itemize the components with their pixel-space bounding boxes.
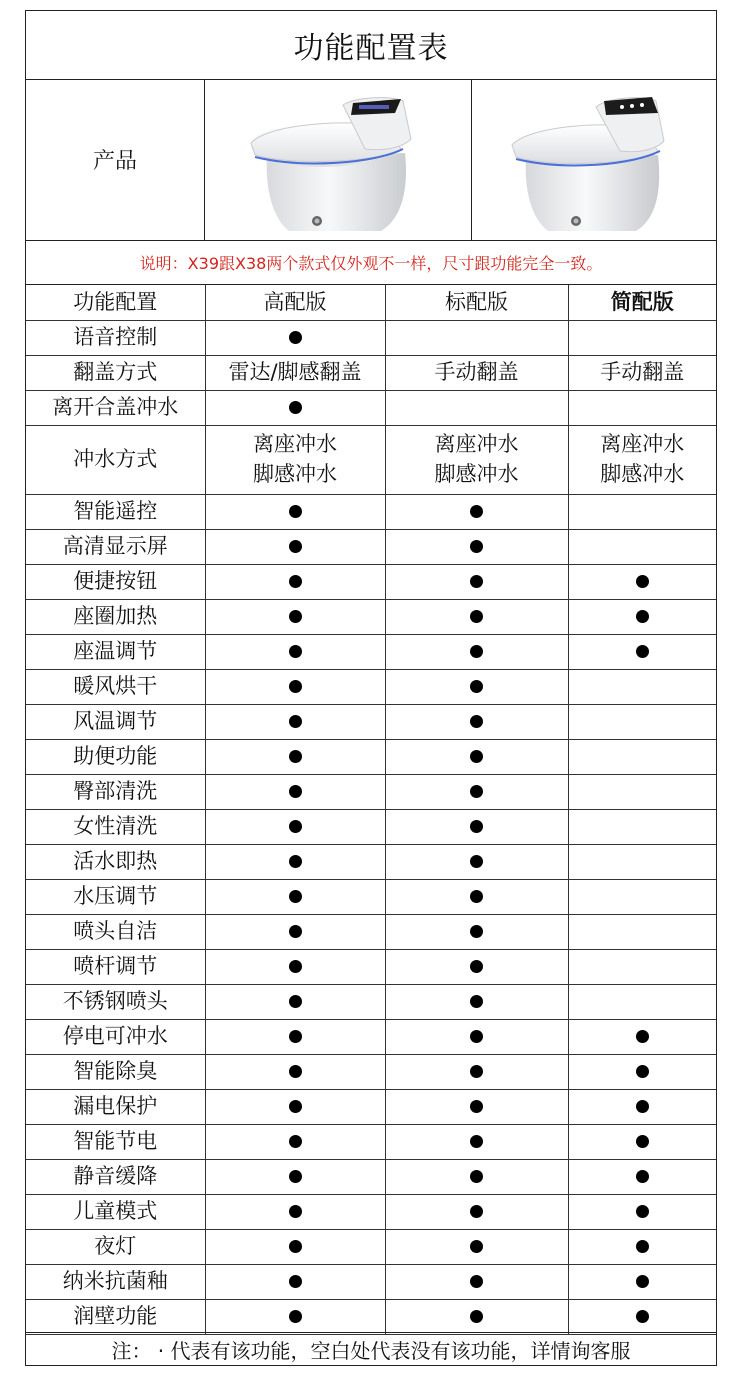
feature-name: 喷杆调节 [26, 949, 205, 984]
table-row [26, 809, 716, 844]
filled-dot-icon [470, 1030, 483, 1043]
feature-mark-standard [385, 984, 568, 1019]
table-row [26, 1124, 716, 1159]
filled-dot-icon [470, 1205, 483, 1218]
filled-dot-icon [470, 1135, 483, 1148]
filled-dot-icon [289, 1135, 302, 1148]
filled-dot-icon [289, 750, 302, 763]
table-row [26, 1229, 716, 1264]
table-row [26, 529, 716, 564]
filled-dot-icon [289, 820, 302, 833]
feature-mark-high [205, 949, 385, 984]
filled-dot-icon [289, 1100, 302, 1113]
table-row [26, 704, 716, 739]
feature-name: 便捷按钮 [26, 564, 205, 599]
feature-name: 智能遥控 [26, 494, 205, 529]
filled-dot-icon [289, 540, 302, 553]
table-row [26, 914, 716, 949]
table-row [26, 669, 716, 704]
feature-mark-standard [385, 634, 568, 669]
filled-dot-icon [636, 1030, 649, 1043]
feature-value-line: 离座冲水 [253, 432, 337, 457]
filled-dot-icon [636, 1170, 649, 1183]
filled-dot-icon [636, 1205, 649, 1218]
table-row [26, 425, 716, 494]
feature-value-basic [568, 984, 716, 1019]
feature-mark-standard [385, 1159, 568, 1194]
filled-dot-icon [470, 680, 483, 693]
feature-mark-basic [568, 1194, 716, 1229]
feature-name: 语音控制 [26, 320, 205, 355]
filled-dot-icon [289, 995, 302, 1008]
feature-name: 儿童模式 [26, 1194, 205, 1229]
table-row [26, 1159, 716, 1194]
feature-name: 不锈钢喷头 [26, 984, 205, 1019]
feature-name: 停电可冲水 [26, 1019, 205, 1054]
feature-mark-high [205, 809, 385, 844]
feature-mark-standard [385, 949, 568, 984]
feature-mark-high [205, 984, 385, 1019]
feature-name: 翻盖方式 [26, 355, 205, 390]
header-row [26, 285, 716, 320]
feature-mark-high [205, 1019, 385, 1054]
feature-name: 臀部清洗 [26, 774, 205, 809]
filled-dot-icon [289, 331, 302, 344]
feature-mark-high [205, 669, 385, 704]
feature-mark-standard [385, 1299, 568, 1334]
filled-dot-icon [289, 925, 302, 938]
filled-dot-icon [289, 1310, 302, 1323]
feature-mark-high [205, 529, 385, 564]
feature-mark-high [205, 774, 385, 809]
page-title: 功能配置表 [26, 11, 716, 80]
feature-value-line: 离座冲水 [434, 432, 519, 457]
filled-dot-icon [636, 1100, 649, 1113]
feature-mark-high [205, 1159, 385, 1194]
feature-table-sheet [25, 10, 717, 1366]
feature-mark-high [205, 390, 385, 425]
feature-mark-standard [385, 879, 568, 914]
feature-name: 智能除臭 [26, 1054, 205, 1089]
feature-name: 活水即热 [26, 844, 205, 879]
feature-mark-high [205, 1054, 385, 1089]
feature-name: 静音缓降 [26, 1159, 205, 1194]
feature-value-basic [568, 529, 716, 564]
feature-name: 漏电保护 [26, 1089, 205, 1124]
feature-value-standard [385, 425, 568, 494]
filled-dot-icon [289, 680, 302, 693]
feature-mark-standard [385, 1019, 568, 1054]
filled-dot-icon [289, 1205, 302, 1218]
filled-dot-icon [470, 1170, 483, 1183]
feature-mark-standard [385, 1229, 568, 1264]
filled-dot-icon [470, 1065, 483, 1078]
filled-dot-icon [470, 820, 483, 833]
table-row [26, 879, 716, 914]
filled-dot-icon [289, 890, 302, 903]
table-row [26, 564, 716, 599]
filled-dot-icon [636, 1065, 649, 1078]
filled-dot-icon [470, 855, 483, 868]
feature-name: 高清显示屏 [26, 529, 205, 564]
feature-mark-standard [385, 494, 568, 529]
feature-mark-basic [568, 1054, 716, 1089]
feature-mark-high [205, 634, 385, 669]
feature-mark-standard [385, 1194, 568, 1229]
product-image-high [205, 79, 472, 240]
feature-value-line: 离座冲水 [600, 432, 685, 457]
feature-value-basic [568, 879, 716, 914]
feature-mark-basic [568, 634, 716, 669]
filled-dot-icon [470, 750, 483, 763]
filled-dot-icon [636, 610, 649, 623]
feature-mark-basic [568, 1124, 716, 1159]
feature-mark-basic [568, 1299, 716, 1334]
table-row [26, 844, 716, 879]
filled-dot-icon [289, 1275, 302, 1288]
feature-value-standard [385, 320, 568, 355]
filled-dot-icon [289, 785, 302, 798]
feature-name: 离开合盖冲水 [26, 390, 205, 425]
feature-mark-high [205, 844, 385, 879]
feature-value-basic [568, 914, 716, 949]
feature-mark-basic [568, 1019, 716, 1054]
feature-mark-standard [385, 1054, 568, 1089]
feature-value-basic [568, 844, 716, 879]
filled-dot-icon [470, 610, 483, 623]
feature-mark-high [205, 1229, 385, 1264]
feature-name: 座圈加热 [26, 599, 205, 634]
feature-mark-standard [385, 774, 568, 809]
feature-name: 喷头自洁 [26, 914, 205, 949]
filled-dot-icon [470, 995, 483, 1008]
feature-name: 女性清洗 [26, 809, 205, 844]
feature-mark-standard [385, 669, 568, 704]
column-header-standard: 标配版 [385, 285, 568, 320]
feature-mark-standard [385, 1124, 568, 1159]
feature-mark-high [205, 704, 385, 739]
feature-name: 风温调节 [26, 704, 205, 739]
feature-mark-high [205, 1194, 385, 1229]
filled-dot-icon [289, 1170, 302, 1183]
filled-dot-icon [470, 505, 483, 518]
filled-dot-icon [470, 1275, 483, 1288]
feature-mark-high [205, 599, 385, 634]
table-row [26, 739, 716, 774]
feature-value-basic [568, 494, 716, 529]
filled-dot-icon [636, 575, 649, 588]
feature-mark-standard [385, 809, 568, 844]
table-row [26, 984, 716, 1019]
feature-name: 夜灯 [26, 1229, 205, 1264]
feature-mark-high [205, 1124, 385, 1159]
feature-value-basic [568, 669, 716, 704]
filled-dot-icon [470, 1100, 483, 1113]
filled-dot-icon [470, 1310, 483, 1323]
feature-value-basic [568, 739, 716, 774]
smart-toilet-x38-image [472, 79, 716, 240]
table-row [26, 949, 716, 984]
filled-dot-icon [636, 1310, 649, 1323]
feature-name: 润壁功能 [26, 1299, 205, 1334]
feature-value-line: 脚感冲水 [600, 461, 685, 486]
feature-value-standard: 手动翻盖 [385, 355, 568, 390]
feature-grid [26, 285, 716, 1335]
feature-mark-high [205, 1089, 385, 1124]
feature-mark-standard [385, 1089, 568, 1124]
feature-value-high: 雷达/脚感翻盖 [205, 355, 385, 390]
table-row [26, 320, 716, 355]
table-row [26, 1089, 716, 1124]
feature-name: 智能节电 [26, 1124, 205, 1159]
feature-name: 冲水方式 [26, 425, 205, 494]
filled-dot-icon [289, 610, 302, 623]
footer-note: 注： · 代表有该功能，空白处代表没有该功能，详情询客服 [26, 1332, 716, 1366]
feature-mark-high [205, 320, 385, 355]
feature-value-basic [568, 390, 716, 425]
feature-value-basic [568, 704, 716, 739]
column-header-feature: 功能配置 [26, 285, 205, 320]
filled-dot-icon [289, 1065, 302, 1078]
table-row [26, 634, 716, 669]
smart-toilet-x39-image [205, 79, 471, 240]
feature-mark-high [205, 564, 385, 599]
product-label: 产品 [26, 79, 205, 240]
column-header-high: 高配版 [205, 285, 385, 320]
feature-mark-standard [385, 704, 568, 739]
feature-name: 纳米抗菌釉 [26, 1264, 205, 1299]
feature-name: 暖风烘干 [26, 669, 205, 704]
feature-value-basic [568, 809, 716, 844]
feature-value-line: 脚感冲水 [253, 461, 337, 486]
filled-dot-icon [636, 1135, 649, 1148]
filled-dot-icon [470, 785, 483, 798]
feature-mark-high [205, 879, 385, 914]
filled-dot-icon [470, 960, 483, 973]
filled-dot-icon [289, 505, 302, 518]
filled-dot-icon [470, 925, 483, 938]
filled-dot-icon [289, 715, 302, 728]
feature-value-basic [568, 949, 716, 984]
feature-mark-standard [385, 739, 568, 774]
filled-dot-icon [289, 855, 302, 868]
feature-mark-basic [568, 564, 716, 599]
filled-dot-icon [289, 960, 302, 973]
filled-dot-icon [636, 1240, 649, 1253]
feature-value-basic [568, 320, 716, 355]
feature-mark-standard [385, 599, 568, 634]
feature-mark-standard [385, 529, 568, 564]
feature-name: 水压调节 [26, 879, 205, 914]
feature-mark-basic [568, 1264, 716, 1299]
table-row [26, 355, 716, 390]
table-row [26, 1264, 716, 1299]
table-row [26, 1194, 716, 1229]
product-image-standard [472, 79, 716, 240]
table-row [26, 774, 716, 809]
filled-dot-icon [470, 1240, 483, 1253]
feature-mark-standard [385, 914, 568, 949]
filled-dot-icon [636, 1275, 649, 1288]
feature-value-high [205, 425, 385, 494]
feature-mark-high [205, 739, 385, 774]
table-row [26, 1299, 716, 1334]
table-row [26, 1019, 716, 1054]
filled-dot-icon [470, 890, 483, 903]
feature-mark-standard [385, 1264, 568, 1299]
feature-mark-high [205, 914, 385, 949]
feature-mark-basic [568, 1159, 716, 1194]
feature-mark-high [205, 494, 385, 529]
table-row [26, 1054, 716, 1089]
filled-dot-icon [289, 1030, 302, 1043]
table-row [26, 390, 716, 425]
product-row [26, 79, 716, 241]
feature-value-standard [385, 390, 568, 425]
feature-name: 座温调节 [26, 634, 205, 669]
feature-mark-basic [568, 599, 716, 634]
column-header-basic: 简配版 [568, 285, 716, 320]
filled-dot-icon [470, 540, 483, 553]
feature-value-basic: 手动翻盖 [568, 355, 716, 390]
feature-mark-high [205, 1299, 385, 1334]
table-row [26, 494, 716, 529]
filled-dot-icon [289, 1240, 302, 1253]
feature-mark-basic [568, 1089, 716, 1124]
feature-value-line: 脚感冲水 [434, 461, 519, 486]
filled-dot-icon [470, 715, 483, 728]
feature-value-basic [568, 425, 716, 494]
filled-dot-icon [289, 401, 302, 414]
filled-dot-icon [289, 645, 302, 658]
table-row [26, 599, 716, 634]
feature-mark-high [205, 1264, 385, 1299]
feature-mark-standard [385, 564, 568, 599]
filled-dot-icon [470, 645, 483, 658]
note-text: 说明：X39跟X38两个款式仅外观不一样，尺寸跟功能完全一致。 [26, 241, 716, 285]
filled-dot-icon [470, 575, 483, 588]
feature-value-basic [568, 774, 716, 809]
filled-dot-icon [636, 645, 649, 658]
filled-dot-icon [289, 575, 302, 588]
feature-mark-standard [385, 844, 568, 879]
feature-mark-basic [568, 1229, 716, 1264]
feature-name: 助便功能 [26, 739, 205, 774]
